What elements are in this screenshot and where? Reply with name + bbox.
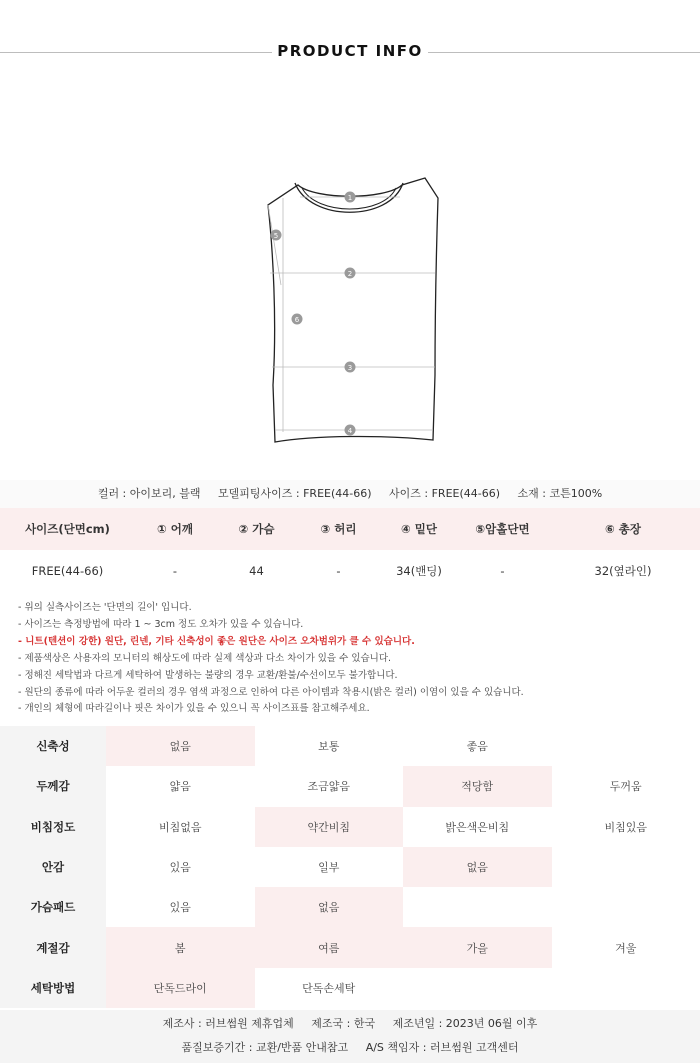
- summary-color: 컬러 : 아이보리, 블랙: [97, 487, 201, 500]
- summary-size: 사이즈 : FREE(44-66): [389, 487, 501, 500]
- table-row: [0, 807, 700, 847]
- size-header-cell: ⑥ 총장: [605, 522, 641, 536]
- footer-row: [0, 1036, 700, 1060]
- svg-text:3: 3: [347, 364, 353, 372]
- size-cell: -: [172, 564, 178, 578]
- feel-option-selected: 단독드라이: [106, 968, 255, 1008]
- feel-option: 좋음: [466, 740, 488, 754]
- size-cell: -: [336, 564, 341, 578]
- size-notes: [18, 600, 688, 718]
- feel-option: 두꺼움: [609, 780, 642, 794]
- feel-option: 일부: [318, 861, 340, 875]
- table-row: [0, 968, 700, 1008]
- marker-hem: [345, 425, 356, 436]
- size-cell: -: [500, 564, 505, 578]
- note-item: - 원단의 종류에 따라 어두운 컬러의 경우 염색 과정으로 인하여 다른 아이템과 착용시(밝은 컬러) 이염이 있을 수 있습니다.: [18, 686, 524, 698]
- svg-text:2: 2: [347, 270, 353, 278]
- feel-option: [552, 847, 700, 887]
- feel-label: 세탁방법: [0, 968, 106, 1008]
- size-cell: FREE(44-66): [31, 564, 104, 578]
- feel-label: 두께감: [0, 766, 106, 806]
- feel-option-selected: 없음: [403, 847, 552, 887]
- garment-diagram: [255, 170, 445, 450]
- header-divider-right: [428, 52, 700, 53]
- marker-length: [292, 314, 303, 325]
- feel-option: 단독손세탁: [302, 981, 356, 995]
- footer-maker: 제조사 : 러브썸원 제휴업체: [162, 1017, 294, 1030]
- feel-label: 계절감: [0, 927, 106, 967]
- note-item: - 정해진 세탁법과 다르게 세탁하여 발생하는 불량의 경우 교환/환불/수선이모두 불가합니다.: [18, 669, 398, 681]
- footer-warranty: 품질보증기간 : 교환/반품 안내참고: [181, 1041, 349, 1054]
- marker-armhole: [271, 230, 282, 241]
- note-item: - 개인의 체형에 따라길이나 핏은 차이가 있을 수 있으니 꼭 사이즈표를 참고해주세요.: [18, 703, 370, 715]
- product-summary: [0, 480, 700, 508]
- feel-option-selected: 가을: [403, 927, 552, 967]
- section-title: PRODUCT INFO: [277, 42, 423, 60]
- fabric-feel-table: [0, 726, 700, 1008]
- product-info-header: [0, 0, 700, 106]
- feel-option: [552, 968, 700, 1008]
- feel-option: 있음: [169, 901, 191, 915]
- table-row: [0, 927, 700, 967]
- feel-option-selected: 적당함: [403, 766, 552, 806]
- feel-option: [552, 726, 700, 766]
- size-header-cell: 사이즈(단면cm): [25, 522, 110, 536]
- feel-option-selected: 봄: [106, 927, 255, 967]
- feel-option: 밝은색은비침: [445, 820, 510, 834]
- size-table: [0, 508, 700, 592]
- feel-option: 보통: [318, 740, 340, 754]
- marker-waist: [345, 362, 356, 373]
- note-item: - 사이즈는 측정방법에 따라 1 ~ 3cm 정도 오차가 있을 수 있습니다.: [18, 618, 304, 630]
- footer-date: 제조년일 : 2023년 06월 이후: [392, 1017, 538, 1030]
- table-row: [0, 766, 700, 806]
- feel-option: 비침있음: [604, 820, 647, 834]
- size-header-cell: ① 어깨: [157, 522, 193, 536]
- svg-text:1: 1: [347, 194, 353, 202]
- summary-model-size: 모델피팅사이즈 : FREE(44-66): [218, 487, 372, 500]
- svg-text:5: 5: [273, 232, 279, 240]
- size-header-cell: ⑤암홀단면: [475, 522, 530, 536]
- feel-option: [552, 887, 700, 927]
- footer-country: 제조국 : 한국: [311, 1017, 376, 1030]
- size-cell: 32(옆라인): [594, 564, 652, 578]
- footer-as: A/S 책임자 : 러브썸원 고객센터: [365, 1041, 519, 1054]
- table-row: [0, 887, 700, 927]
- footer-row: [0, 1012, 700, 1036]
- size-header-cell: ② 가슴: [238, 522, 275, 536]
- feel-option: 조금얇음: [307, 780, 350, 794]
- table-row: [0, 726, 700, 766]
- note-item: - 위의 실측사이즈는 '단면의 길이' 입니다.: [18, 602, 192, 613]
- sleeveless-top-illustration: [255, 170, 445, 450]
- note-item: - 제품색상은 사용자의 모니터의 해상도에 따라 실제 색상과 다소 차이가 있을 수 있습니다.: [18, 652, 392, 664]
- feel-option: [403, 968, 552, 1008]
- feel-option-selected: 여름: [255, 927, 404, 967]
- table-row: [0, 550, 700, 592]
- svg-text:4: 4: [347, 427, 353, 435]
- feel-option-selected: 없음: [106, 726, 255, 766]
- feel-label: 신축성: [0, 726, 106, 766]
- summary-material: 소재 : 코튼100%: [517, 487, 603, 500]
- feel-option: 비침없음: [158, 820, 202, 834]
- size-cell: 34(밴딩): [396, 564, 442, 578]
- product-footer: [0, 1010, 700, 1063]
- marker-chest: [345, 268, 356, 279]
- marker-shoulder: [345, 192, 356, 203]
- size-header-cell: ④ 밑단: [401, 522, 437, 536]
- feel-option: 겨울: [615, 941, 637, 955]
- feel-label: 가슴패드: [0, 887, 106, 927]
- size-table-header: [0, 508, 700, 550]
- size-header-cell: ③ 허리: [320, 522, 357, 536]
- table-row: [0, 847, 700, 887]
- feel-label: 안감: [0, 847, 106, 887]
- feel-option: 얇음: [169, 780, 191, 794]
- feel-option: [403, 887, 552, 927]
- feel-label: 비침정도: [0, 807, 106, 847]
- feel-option: 있음: [169, 861, 191, 875]
- feel-option-selected: 약간비침: [255, 807, 404, 847]
- svg-text:6: 6: [294, 316, 300, 324]
- note-item-warning: - 니트(텐션이 강한) 원단, 린넨, 기타 신축성이 좋은 원단은 사이즈 오차범위가 클 수 있습니다.: [18, 635, 415, 647]
- size-cell: 44: [249, 564, 264, 578]
- feel-option-selected: 없음: [255, 887, 404, 927]
